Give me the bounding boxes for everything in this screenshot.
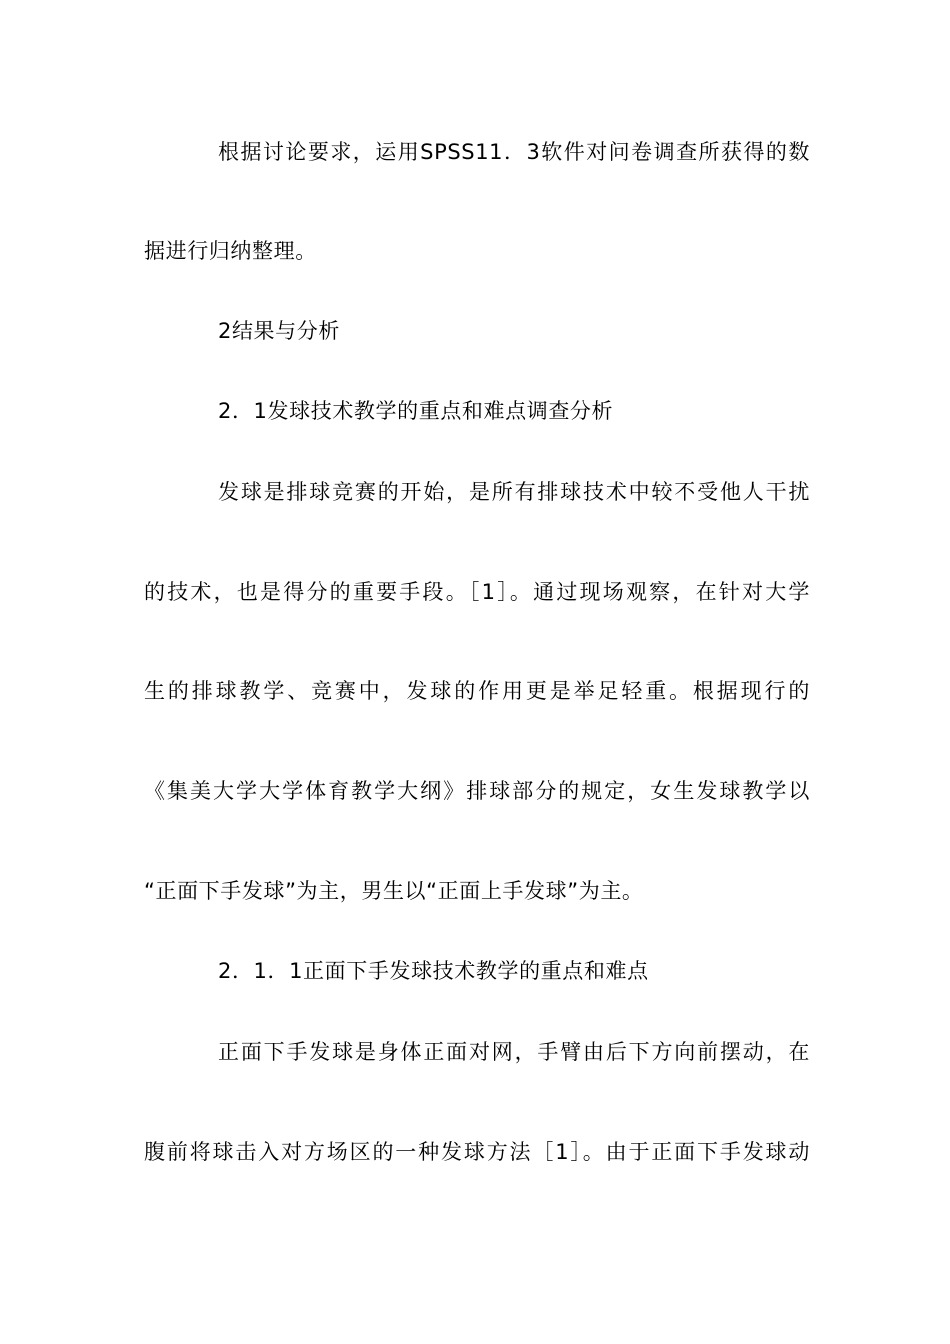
paragraph-method-line-2: 据进行归纳整理。 (144, 239, 317, 263)
subsection-heading-2-1-1: 2．1．1正面下手发球技术教学的重点和难点 (218, 959, 649, 983)
paragraph-serve-line-4: 《集美大学大学体育教学大纲》排球部分的规定，女生发球教学以 (144, 779, 810, 803)
subsection-heading-2-1: 2．1发球技术教学的重点和难点调查分析 (218, 399, 614, 423)
paragraph-method-line-1: 根据讨论要求，运用SPSS11．3软件对问卷调查所获得的数 (218, 140, 810, 164)
paragraph-underhand-line-1: 正面下手发球是身体正面对网，手臂由后下方向前摆动，在 (218, 1040, 810, 1064)
paragraph-underhand-line-2: 腹前将球击入对方场区的一种发球方法［1］。由于正面下手发球动 (144, 1140, 810, 1164)
paragraph-serve-line-1: 发球是排球竞赛的开始，是所有排球技术中较不受他人干扰 (218, 480, 810, 504)
paragraph-serve-line-5: “正面下手发球”为主，男生以“正面上手发球”为主。 (144, 879, 644, 903)
paragraph-serve-line-2: 的技术，也是得分的重要手段。［1］。通过现场观察，在针对大学 (144, 580, 810, 604)
paragraph-serve-line-3: 生的排球教学、竞赛中，发球的作用更是举足轻重。根据现行的 (144, 679, 810, 703)
section-heading-results: 2结果与分析 (218, 319, 340, 343)
